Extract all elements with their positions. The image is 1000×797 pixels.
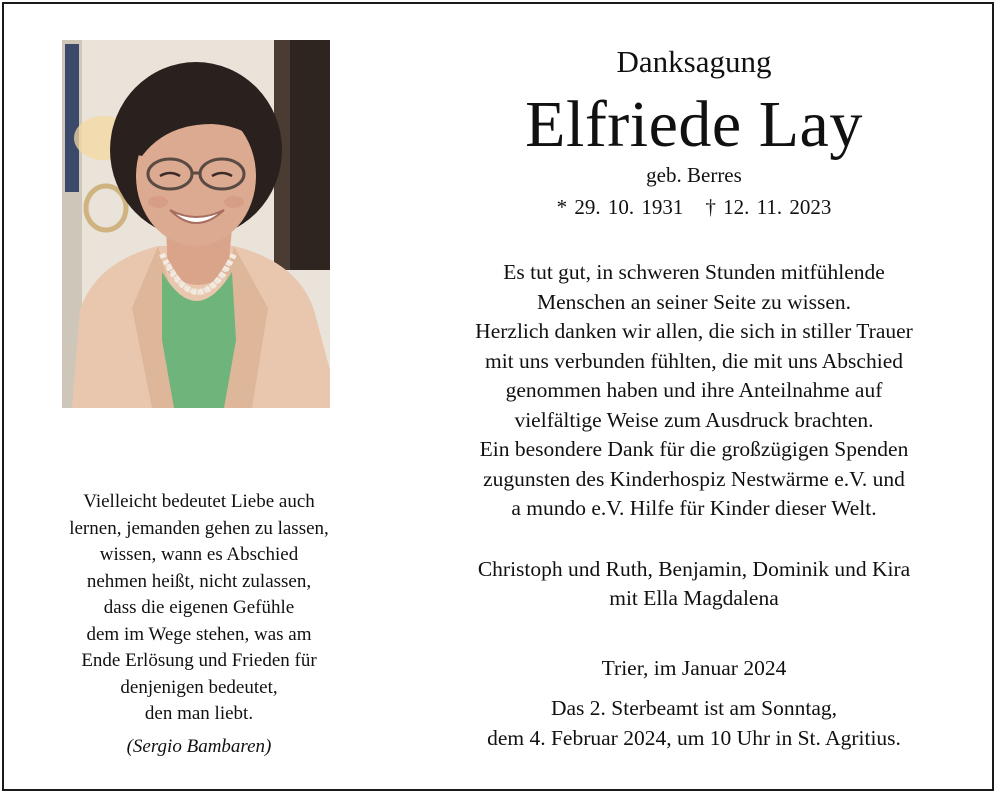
- place-date: Trier, im Januar 2024: [601, 655, 787, 680]
- body-line: vielfältige Weise zum Ausdruck brachten.: [514, 407, 874, 432]
- quote-line: Vielleicht bedeutet Liebe auch: [83, 491, 315, 512]
- quote-line: dass die eigenen Gefühle: [103, 597, 295, 618]
- life-dates: [399, 192, 989, 222]
- birth-name: geb. Berres: [646, 163, 742, 187]
- quote-line: Ende Erlösung und Frieden für: [81, 650, 317, 671]
- family-line: Christoph und Ruth, Benjamin, Dominik und Kira: [477, 556, 911, 581]
- quote-line: nehmen heißt, nicht zulassen,: [86, 570, 312, 592]
- heading: Danksagung: [616, 44, 772, 79]
- family-line: mit Ella Magdalena: [609, 586, 779, 610]
- quote-line: dem im Wege stehen, was am: [86, 623, 312, 645]
- quote-line: lernen, jemanden gehen zu lassen,: [69, 517, 329, 539]
- portrait-illustration: [62, 40, 330, 408]
- body-line: mit uns verbunden fühlten, die mit uns Abschied: [484, 348, 903, 373]
- quote-author: (Sergio Bambaren): [126, 735, 272, 757]
- quote-line: denjenigen bedeutet,: [120, 676, 278, 698]
- thank-you-text: [399, 258, 989, 524]
- obituary-card: [2, 2, 994, 791]
- body-line: genommen haben und ihre Anteilnahme auf: [505, 378, 883, 402]
- body-line: Herzlich danken wir allen, die sich in stiller Trauer: [475, 319, 913, 343]
- service-line: Das 2. Sterbeamt ist am Sonntag,: [550, 696, 838, 720]
- birth-date: * 29. 10. 1931: [556, 195, 684, 219]
- main-text-column: [399, 42, 989, 753]
- body-line: Ein besondere Dank für die großzügigen Spenden: [479, 437, 909, 461]
- quote-block: [24, 489, 374, 760]
- family-signature: [399, 555, 989, 614]
- body-line: zugunsten des Kinderhospiz Nestwärme e.V. und: [483, 466, 905, 491]
- quote-line: den man liebt.: [144, 703, 254, 724]
- death-date: † 12. 11. 2023: [705, 195, 832, 219]
- deceased-name: Elfriede Lay: [525, 88, 863, 161]
- service-notice: [399, 694, 989, 753]
- service-line: dem 4. Februar 2024, um 10 Uhr in St. Agritius.: [487, 725, 901, 750]
- portrait-photo: [62, 40, 330, 408]
- quote-line: wissen, wann es Abschied: [99, 544, 299, 565]
- body-line: a mundo e.V. Hilfe für Kinder dieser Welt.: [511, 496, 877, 520]
- body-line: Es tut gut, in schweren Stunden mitfühlende: [503, 260, 885, 284]
- body-line: Menschen an seiner Seite zu wissen.: [536, 289, 852, 314]
